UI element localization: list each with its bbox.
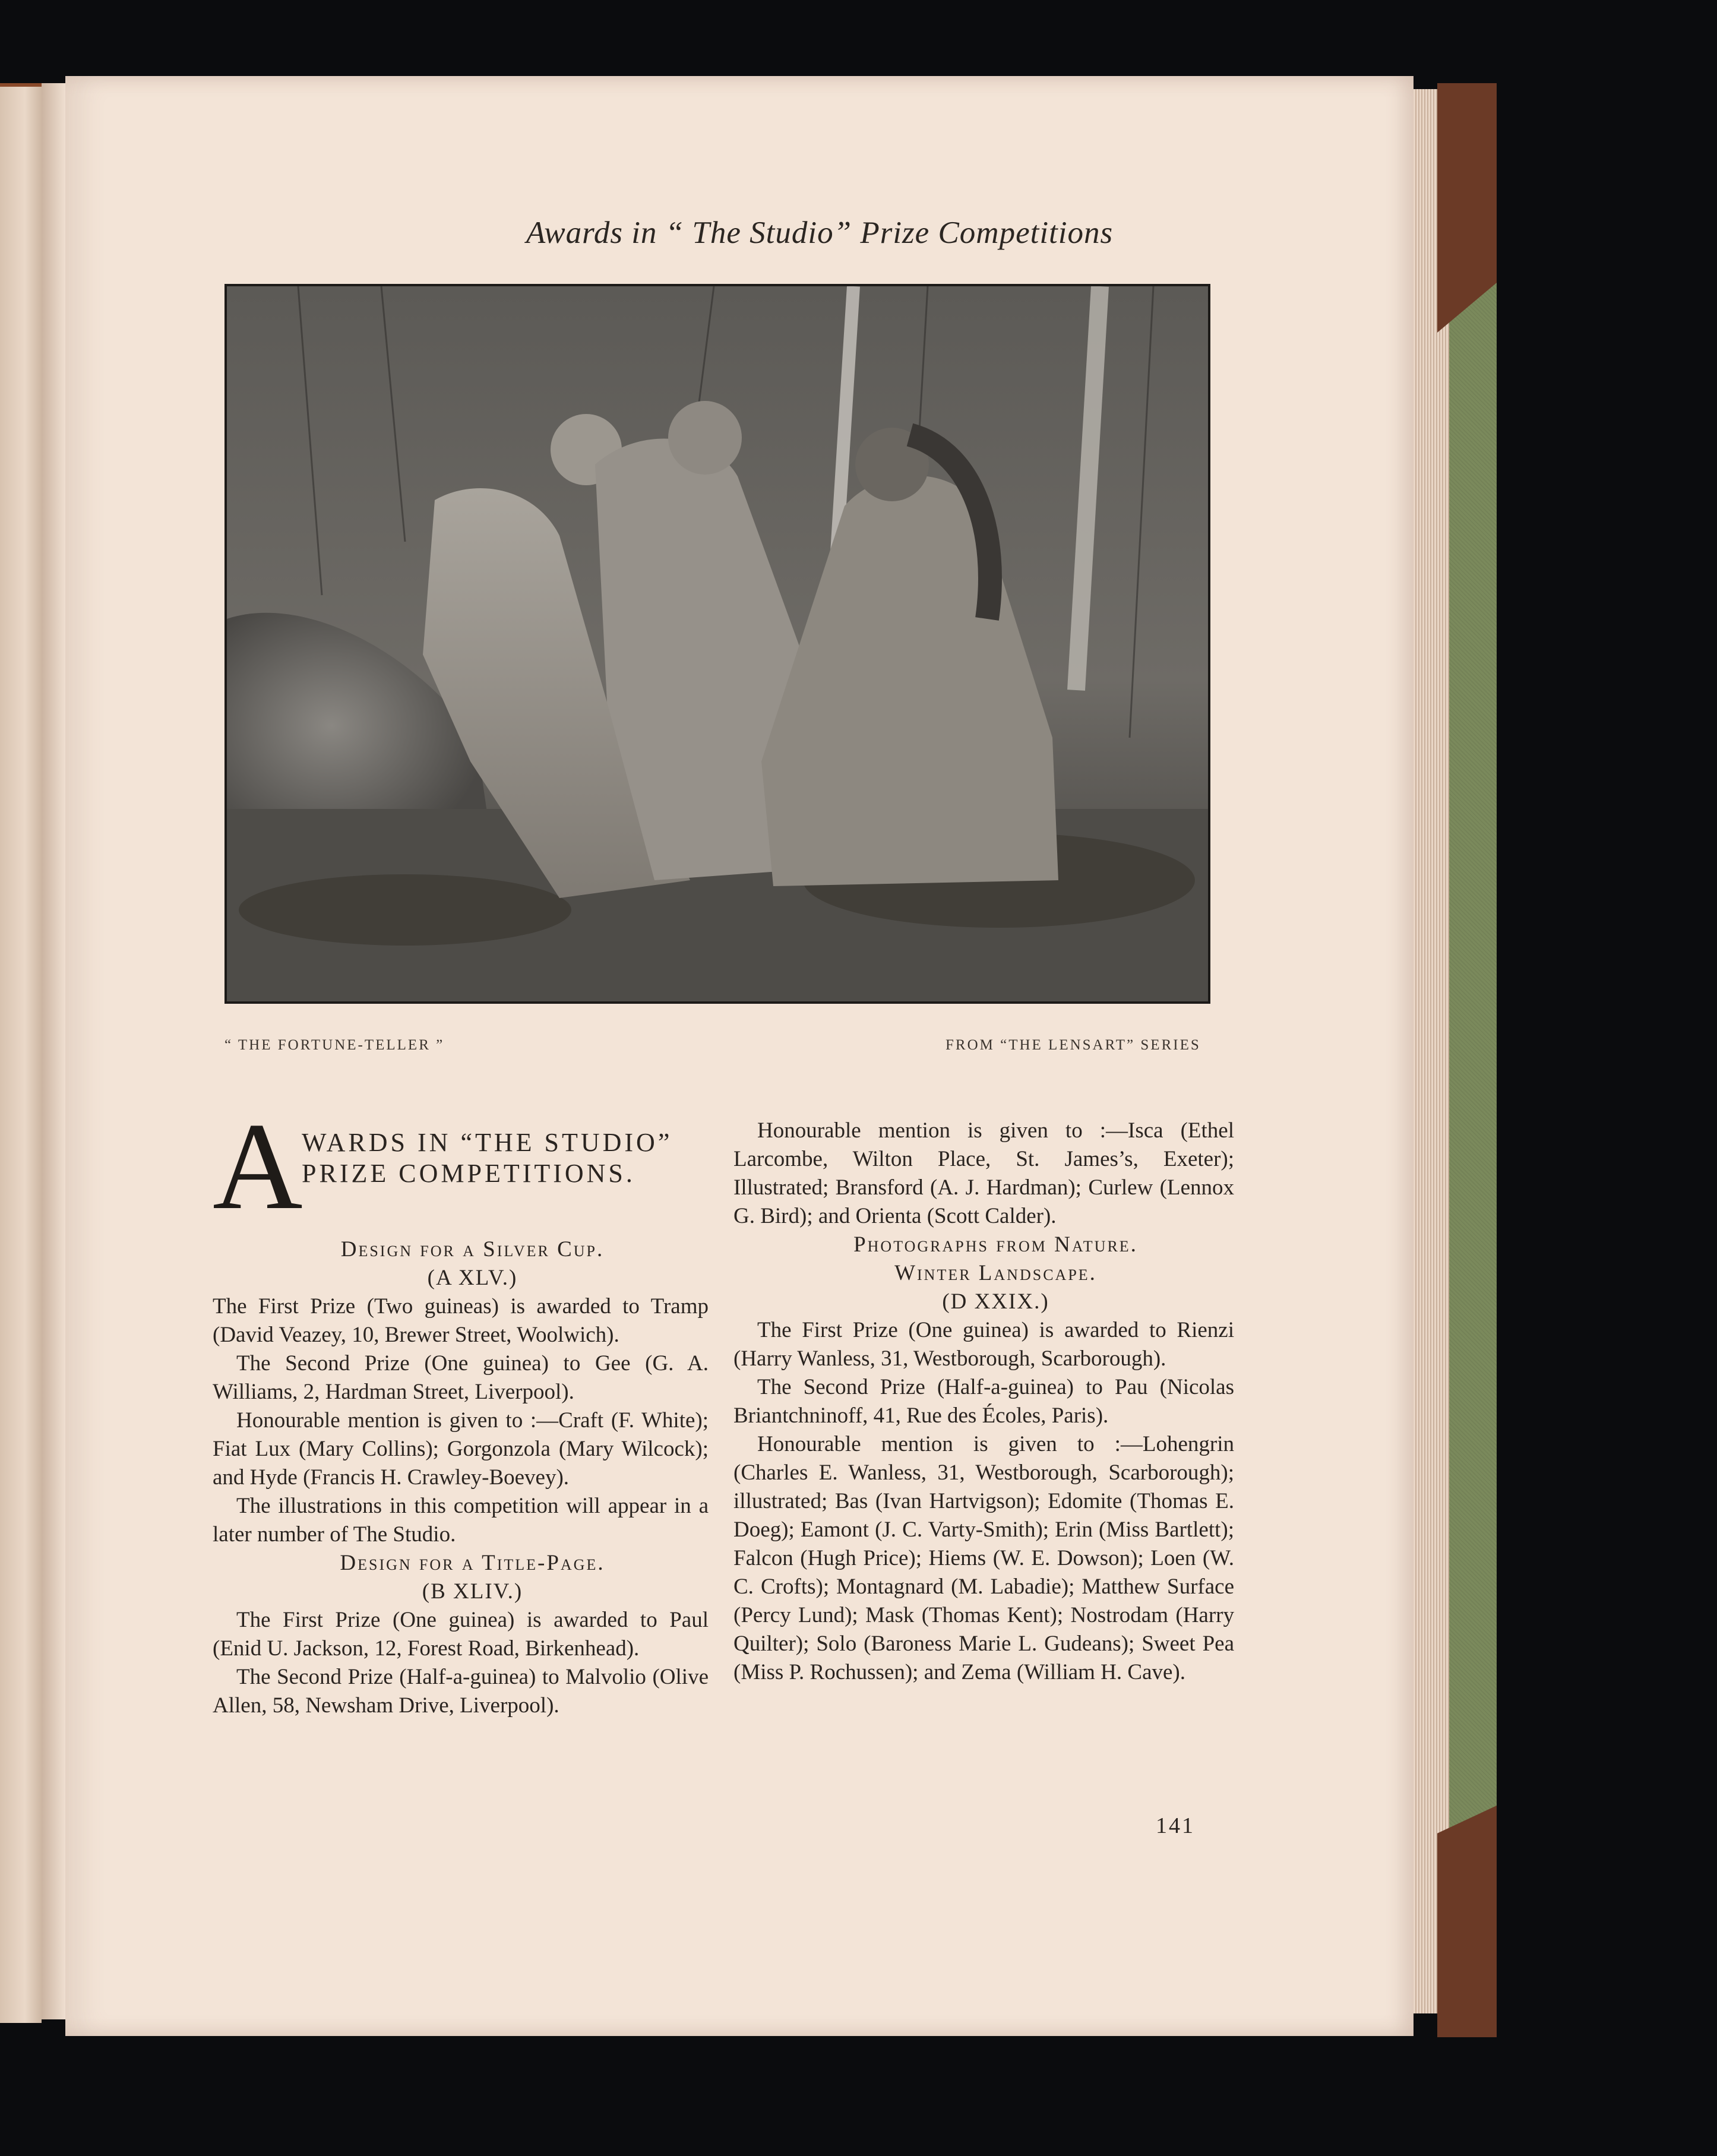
- section-title-silver-cup: Design for a Silver Cup.: [340, 1237, 605, 1262]
- paragraph: The Second Prize (One guinea) to Gee (G. A. Williams, 2, Hardman Street, Liverpool).: [213, 1351, 709, 1404]
- heading-line-1: WARDS IN “THE STUDIO”: [302, 1128, 673, 1157]
- leather-corner-bottom: [1437, 1806, 1497, 2037]
- facing-page-edge: [0, 83, 42, 2023]
- section-subtitle-winter: Winter Landscape.: [894, 1261, 1097, 1285]
- article-heading: [213, 1098, 709, 1235]
- paragraph: The Second Prize (Half-a-guinea) to Pau (Nicolas Briantchninoff, 41, Rue des Écoles, Paris).: [733, 1375, 1234, 1428]
- photo-caption-series: FROM “THE LENSART” SERIES: [946, 1037, 1201, 1053]
- section-code: (D XXIX.): [942, 1289, 1049, 1314]
- paragraph: The First Prize (One guinea) is awarded to Paul (Enid U. Jackson, 12, Forest Road, Birkenhead).: [213, 1608, 709, 1661]
- section-title-photographs: Photographs from Nature.: [853, 1232, 1138, 1257]
- book-cover-cloth: [1449, 83, 1497, 2037]
- drop-cap: A: [213, 1098, 303, 1235]
- running-title: Awards in “ The Studio” Prize Competitions: [526, 216, 1114, 250]
- photo-caption-title: “ THE FORTUNE-TELLER ”: [224, 1037, 445, 1053]
- paragraph: Honourable mention is given to :—Lohengrin (Charles E. Wanless, 31, Westborough, Scarborough); illustrated; Bas (Ivan Hartvigson); Edomite (Thomas E. Doeg); Eamont (J. C. Varty-Smith); Erin (Miss Bartlett); Falcon (Hugh Price); Hiems (W. E. Dowson); Loen (W. C. Crofts); Montagnard (M. Labadie); Matthew Surface (Percy Lund); Mask (Thomas Kent); Nostrodam (Harry Quilter); Solo (Baroness Marie L. Gudeans); Sweet Pea (Miss P. Rochussen); and Zema (William H. Cave).: [733, 1432, 1234, 1684]
- fortune-teller-photograph: [224, 284, 1210, 1004]
- page-edges: [1414, 89, 1449, 2013]
- section-code: (B XLIV.): [422, 1579, 523, 1604]
- paragraph: The First Prize (Two guineas) is awarded to Tramp (David Veazey, 10, Brewer Street, Woolwich).: [213, 1294, 709, 1347]
- section-title-title-page: Design for a Title-Page.: [340, 1551, 605, 1575]
- right-column: [733, 1117, 1234, 1687]
- book-gutter: [42, 83, 65, 2019]
- paragraph: The illustrations in this competition will appear in a later number of The Studio.: [213, 1494, 709, 1547]
- section-code: (A XLV.): [427, 1266, 518, 1290]
- paragraph: Honourable mention is given to :—Craft (F. White); Fiat Lux (Mary Collins); Gorgonzola (Mary Wilcock); and Hyde (Francis H. Crawley-Boevey).: [213, 1408, 709, 1490]
- page-number: 141: [1156, 1813, 1195, 1838]
- paragraph: Honourable mention is given to :—Isca (Ethel Larcombe, Wilton Place, St. James’s, Exeter); Illustrated; Bransford (A. J. Hardman); Curlew (Lennox G. Bird); and Orienta (Scott Calder).: [733, 1118, 1234, 1228]
- left-column: [213, 1098, 709, 1720]
- paragraph: The First Prize (One guinea) is awarded to Rienzi (Harry Wanless, 31, Westborough, Scarborough).: [733, 1318, 1234, 1371]
- paragraph: The Second Prize (Half-a-guinea) to Malvolio (Olive Allen, 58, Newsham Drive, Liverpool).: [213, 1665, 709, 1718]
- heading-line-2: PRIZE COMPETITIONS.: [302, 1159, 635, 1188]
